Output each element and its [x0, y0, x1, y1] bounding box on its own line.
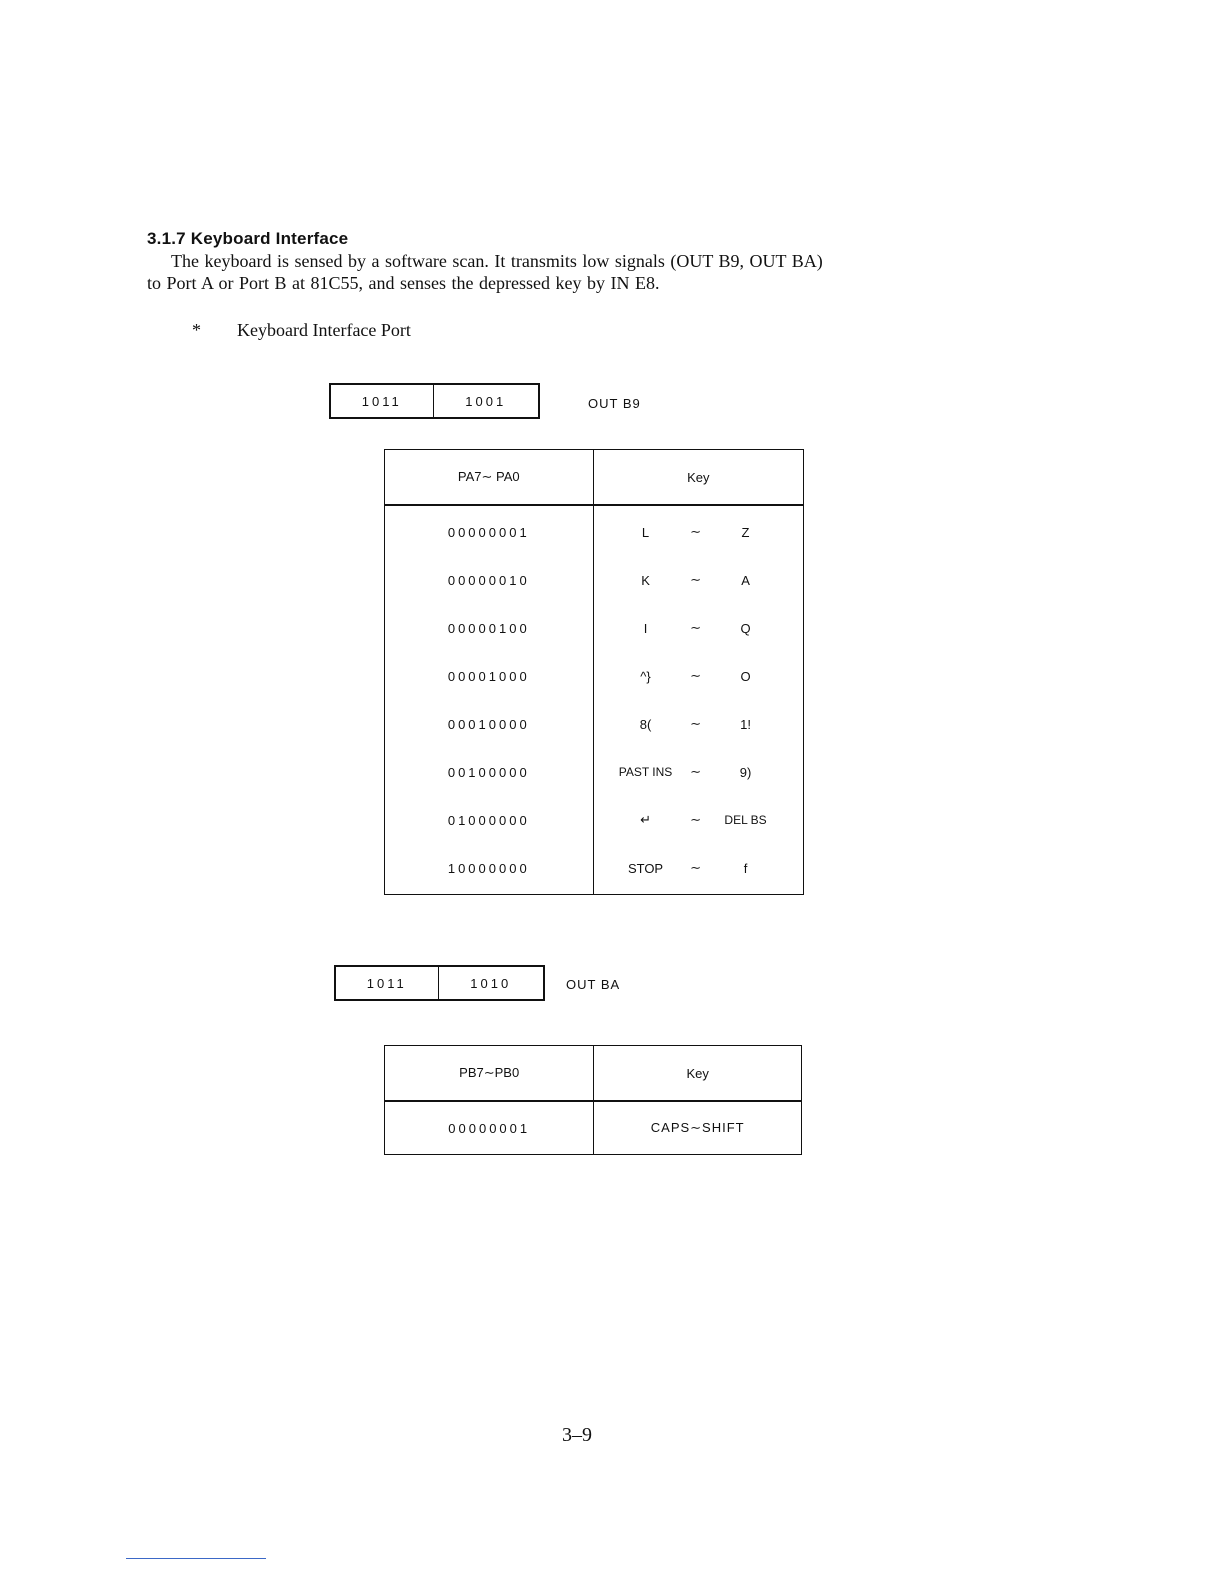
code-cell: 00010000: [447, 716, 530, 732]
key-to: Z: [741, 524, 750, 540]
tilde: ∼: [690, 764, 701, 779]
key-row: [594, 700, 803, 748]
port-b-table: [384, 1045, 802, 1155]
port-a-reg-high: 1011: [331, 385, 434, 417]
port-a-col-key-header: Key: [593, 450, 803, 506]
bullet-text: Keyboard Interface Port: [237, 320, 411, 340]
port-b-reg-low: 1010: [470, 975, 512, 991]
key-row: [594, 652, 803, 700]
port-a-out-label: OUT B9: [588, 396, 641, 411]
port-b-col-key-header: Key: [594, 1046, 802, 1102]
tilde: ∼: [690, 668, 701, 683]
key-from: STOP: [627, 860, 664, 876]
code-cell: 00001000: [447, 668, 530, 684]
key-row: [594, 748, 803, 796]
intro-paragraph: [147, 250, 997, 294]
port-b-code-cell: 00000001: [385, 1101, 594, 1155]
port-a-table: [384, 449, 804, 895]
paragraph-line-2: to Port A or Port B at 81C55, and senses the depressed key by IN E8.: [147, 273, 660, 293]
code-cell: 01000000: [447, 812, 530, 828]
return-key-icon: ↵: [640, 812, 651, 827]
code-cell: 00100000: [447, 764, 530, 780]
key-from: I: [643, 620, 648, 636]
key-to: f: [743, 860, 748, 876]
key-row: [594, 844, 803, 892]
port-b-col-code-header: PB7∼PB0: [385, 1046, 594, 1102]
tilde: ∼: [690, 716, 701, 731]
key-row: [594, 796, 803, 844]
key-row: [594, 556, 803, 604]
key-row: [594, 508, 803, 556]
key-from: 8(: [639, 716, 652, 732]
code-cell: 00000100: [447, 620, 530, 636]
key-to: 9): [739, 764, 752, 780]
page-number: 3–9: [562, 1424, 592, 1446]
port-a-key-column: [593, 505, 803, 895]
bullet-mark: *: [192, 320, 201, 340]
key-to: 1!: [740, 716, 751, 732]
key-to: Q: [740, 620, 751, 636]
key-to: O: [740, 668, 751, 684]
paragraph-line-1: The keyboard is sensed by a software scan. It transmits low signals (OUT B9, OUT BA): [171, 251, 823, 271]
key-from: ^}: [640, 668, 651, 684]
tilde: ∼: [690, 812, 701, 827]
port-a-register-box: [329, 383, 540, 419]
port-a-code-column: [385, 505, 594, 895]
code-cell: 10000000: [447, 860, 530, 876]
port-b-key-cell: CAPS∼SHIFT: [594, 1101, 802, 1155]
section-heading: 3.1.7 Keyboard Interface: [147, 229, 349, 248]
key-from: PAST INS: [618, 764, 673, 779]
key-to: DEL BS: [724, 812, 767, 827]
tilde: ∼: [690, 620, 701, 635]
bullet-item: [192, 320, 411, 341]
port-b-register-box: [334, 965, 545, 1001]
tilde: ∼: [690, 524, 701, 539]
port-a-reg-low: 1001: [465, 393, 507, 409]
code-cell: 00000001: [447, 524, 530, 540]
port-b-out-label: OUT BA: [566, 977, 621, 992]
tilde: ∼: [690, 860, 701, 875]
key-from: L: [641, 524, 650, 540]
port-b-reg-high: 1011: [336, 967, 439, 999]
code-cell: 00000010: [447, 572, 530, 588]
key-row: [594, 604, 803, 652]
footer-rule: [126, 1558, 266, 1559]
tilde: ∼: [690, 572, 701, 587]
port-a-col-code-header: PA7∼ PA0: [385, 450, 594, 506]
key-from: K: [641, 572, 650, 588]
key-to: A: [741, 572, 750, 588]
